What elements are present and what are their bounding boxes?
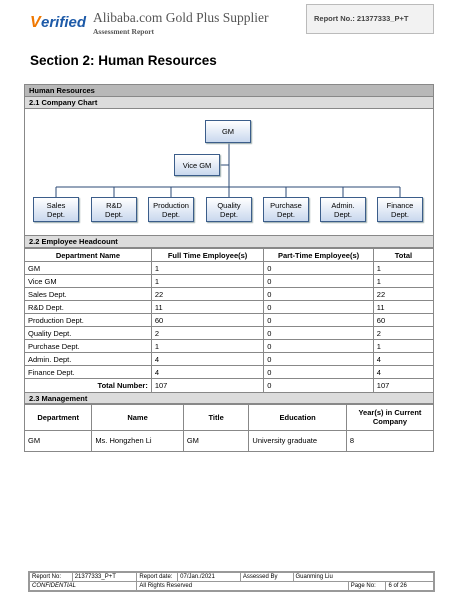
logo-text: erified xyxy=(41,14,87,31)
table-row: R&D Dept. 11 0 11 xyxy=(25,301,433,314)
org-node-finance: Finance Dept. xyxy=(377,197,423,222)
org-node-vice-gm: Vice GM xyxy=(174,154,220,176)
logo-v: V xyxy=(30,14,41,31)
col-department-name: Department Name xyxy=(25,249,151,262)
verified-logo xyxy=(30,12,86,34)
col-part-time: Part-Time Employee(s) xyxy=(264,249,374,262)
table-row: GM 1 0 1 xyxy=(25,262,433,275)
table-row: Finance Dept. 4 0 4 xyxy=(25,366,433,379)
footer-row-2: CONFIDENTIAL All Rights Reserved Page No: 6 of 26 xyxy=(30,582,434,591)
col-department: Department xyxy=(25,404,92,430)
management-heading: 2.3 Management xyxy=(25,392,433,404)
report-subtitle: Assessment Report xyxy=(93,27,155,36)
org-node-quality: Quality Dept. xyxy=(206,197,252,222)
col-total: Total xyxy=(373,249,433,262)
org-node-admin: Admin. Dept. xyxy=(320,197,366,222)
headcount-header-row xyxy=(25,249,433,262)
col-years: Year(s) in Current Company xyxy=(346,404,433,430)
org-node-purchase: Purchase Dept. xyxy=(263,197,309,222)
col-education: Education xyxy=(249,404,346,430)
total-label: Total Number: xyxy=(25,379,151,392)
hr-bar: Human Resources xyxy=(25,85,433,97)
org-node-production: Production Dept. xyxy=(148,197,194,222)
headcount-table xyxy=(25,248,433,392)
table-row: Quality Dept. 2 0 2 xyxy=(25,327,433,340)
report-number-box: Report No.: 21377333_P+T xyxy=(306,4,434,34)
company-chart-heading: 2.1 Company Chart xyxy=(25,97,433,109)
supplier-title: Alibaba.com Gold Plus Supplier xyxy=(93,10,269,25)
table-row: Admin. Dept. 4 0 4 xyxy=(25,353,433,366)
org-node-gm: GM xyxy=(205,120,251,143)
page-footer xyxy=(28,571,435,592)
management-table xyxy=(25,404,433,452)
org-node-sales: Sales Dept. xyxy=(33,197,79,222)
col-full-time: Full Time Employee(s) xyxy=(151,249,263,262)
org-chart xyxy=(25,109,433,236)
human-resources-section xyxy=(24,84,434,452)
footer-row-1: Report No: 21377333_P+T Report date: 07/Jan./2021 Assessed By Guanming Liu xyxy=(30,573,434,582)
headcount-heading: 2.2 Employee Headcount xyxy=(25,236,433,248)
table-row: Purchase Dept. 1 0 1 xyxy=(25,340,433,353)
table-row: Vice GM 1 0 1 xyxy=(25,275,433,288)
org-node-rnd: R&D Dept. xyxy=(91,197,137,222)
table-row: GM Ms. Hongzhen Li GM University graduate 8 xyxy=(25,430,433,451)
table-row: Sales Dept. 22 0 22 xyxy=(25,288,433,301)
management-header-row xyxy=(25,404,433,430)
section-title: Section 2: Human Resources xyxy=(30,53,217,68)
total-row: Total Number: 107 0 107 xyxy=(25,379,433,392)
col-title: Title xyxy=(183,404,249,430)
table-row: Production Dept. 60 0 60 xyxy=(25,314,433,327)
col-name: Name xyxy=(92,404,184,430)
